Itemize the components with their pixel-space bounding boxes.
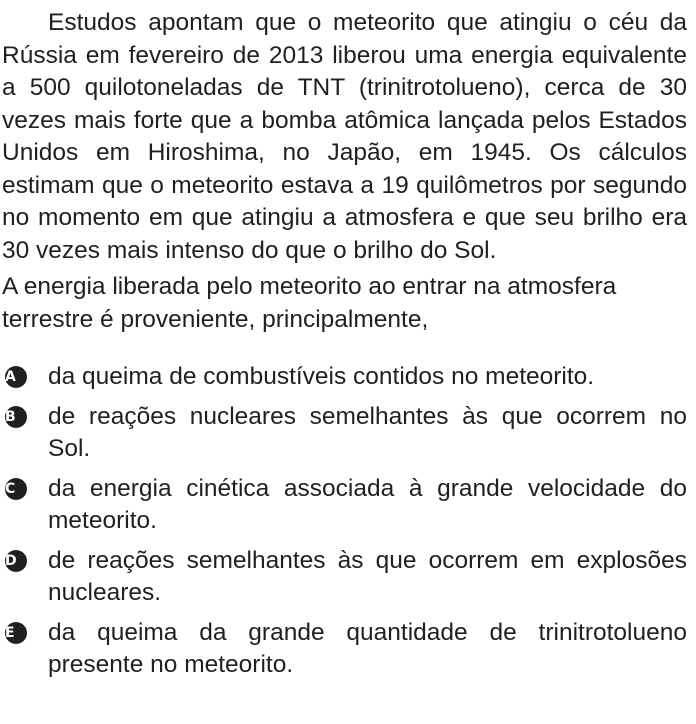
option-text-b: de reações nucleares semelhantes às que ocorrem no Sol. [48,402,687,462]
option-e[interactable] [2,617,687,682]
option-text-a: da queima de combustíveis contidos no meteorito. [48,363,595,390]
option-text-e: da queima da grande quantidade de trinitrotolueno presente no meteorito. [48,618,687,678]
option-a[interactable] [2,361,687,394]
option-d[interactable] [2,545,687,610]
option-letter-d-badge: D [5,550,27,572]
option-c[interactable] [2,473,687,538]
option-text-d: de reações semelhantes às que ocorrem em explosões nucleares. [48,546,687,606]
option-letter-a-badge: A [5,366,27,388]
option-b[interactable] [2,401,687,466]
option-text-c: da energia cinética associada à grande velocidade do meteorito. [48,474,687,534]
answer-options [2,361,687,682]
option-letter-c-badge: C [5,478,27,500]
question-stem: A energia liberada pelo meteorito ao entrar na atmosfera terrestre é proveniente, principalmente, [2,273,617,333]
option-letter-e-badge: E [5,622,27,644]
option-letter-b-badge: B [5,406,27,428]
passage-text: Estudos apontam que o meteorito que atingiu o céu da Rússia em fevereiro de 2013 liberou uma energia equivalente a 500 quilotoneladas de TNT (trinitrotolueno), cerca de 30 vezes mais forte que a bomba atômica lançada pelos Estados Unidos em Hiroshima, no Japão, em 1945. Os cálculos estimam que o meteorito estava a 19 quilômetros por segundo no momento em que atingiu a atmosfera e que seu brilho era 30 vezes mais intenso do que o brilho do Sol. [2,9,687,264]
